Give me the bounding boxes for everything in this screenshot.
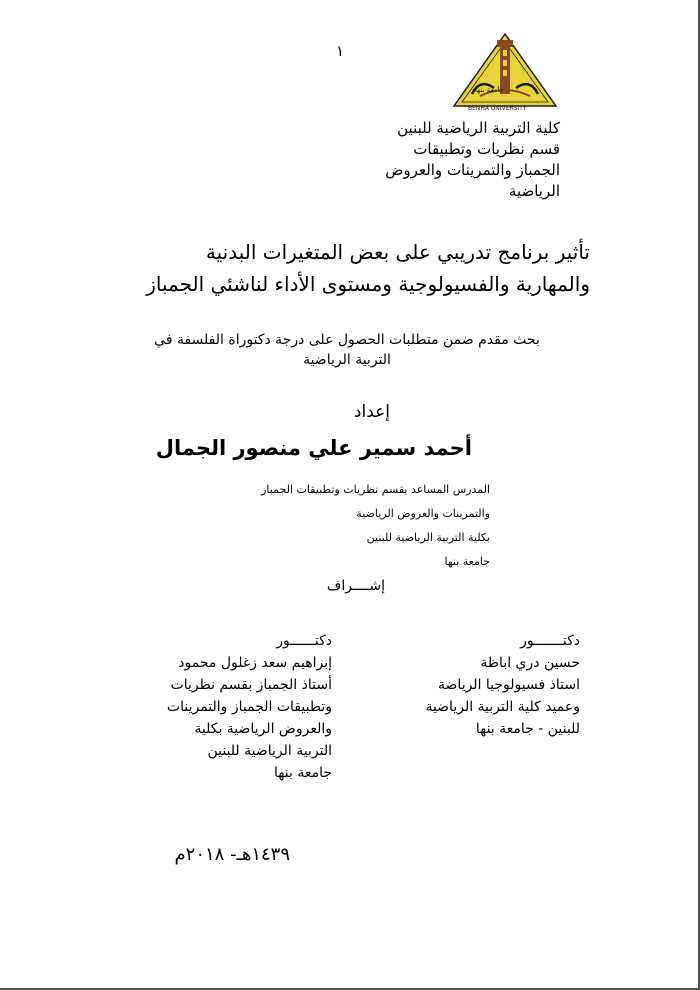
page-number: ١ xyxy=(336,42,345,60)
college-line: الجمباز والتمرينات والعروض xyxy=(385,161,560,179)
supervisor-1 xyxy=(425,630,580,740)
supervisor-title: دكتــــــور xyxy=(276,633,332,649)
prepared-by-label: إعداد xyxy=(353,402,390,422)
thesis-title-line1: تأثير برنامج تدريبي على بعض المتغيرات البدنية xyxy=(205,240,590,264)
university-logo xyxy=(450,30,560,112)
supervision-label: إشــــراف xyxy=(326,578,385,594)
author-role-line: بكلية التربية الرياضية للبنين xyxy=(366,531,490,544)
author-name: أحمد سمير علي منصور الجمال xyxy=(155,436,472,460)
purpose-line2: التربية الرياضية xyxy=(303,352,391,368)
purpose-line1: بحث مقدم ضمن متطلبات الحصول على درجة دكتوراة الفلسفة في xyxy=(154,332,540,348)
logo-english: BENHA UNIVERSITY xyxy=(468,105,527,112)
college-block xyxy=(385,118,560,202)
author-role xyxy=(261,478,490,574)
supervisor-line: والعروض الرياضية بكلية xyxy=(194,721,332,737)
thesis-title xyxy=(110,236,590,300)
college-line: كلية التربية الرياضية للبنين xyxy=(397,119,560,137)
supervisor-title: دكتـــــــور xyxy=(520,633,580,649)
author-role-line: والتمرينات والعروض الرياضية xyxy=(356,507,490,520)
supervisor-line: وعميد كلية التربية الرياضية xyxy=(425,699,580,715)
supervisor-line: للبنين - جامعة بنها xyxy=(475,721,580,737)
date: ١٤٣٩هـ- ٢٠١٨م xyxy=(174,844,290,865)
supervisor-name: حسين دري اباظة xyxy=(480,655,580,671)
thesis-title-line2: والمهارية والفسيولوجية ومستوى الأداء لناشئي الجمباز xyxy=(146,272,590,296)
logo-caption: جامعة بنها xyxy=(475,86,504,94)
supervisor-name: إبراهيم سعد زغلول محمود xyxy=(178,655,332,671)
author-role-line: جامعة بنها xyxy=(444,555,490,568)
supervisor-line: جامعة بنها xyxy=(274,765,332,781)
supervisor-2 xyxy=(167,630,332,784)
supervisor-line: أستاذ الجمباز بقسم نظريات xyxy=(170,677,332,693)
supervisor-line: التربية الرياضية للبنين xyxy=(207,743,332,759)
college-line: الرياضية xyxy=(508,182,560,200)
thesis-purpose xyxy=(132,330,562,370)
author-role-line: المدرس المساعد بقسم نظريات وتطبيقات الجمباز xyxy=(261,483,490,496)
supervisor-line: وتطبيقات الجمباز والتمرينات xyxy=(166,699,332,715)
supervisor-line: استاذ فسيولوجيا الرياضة xyxy=(438,677,580,693)
college-line: قسم نظريات وتطبيقات xyxy=(413,140,560,158)
